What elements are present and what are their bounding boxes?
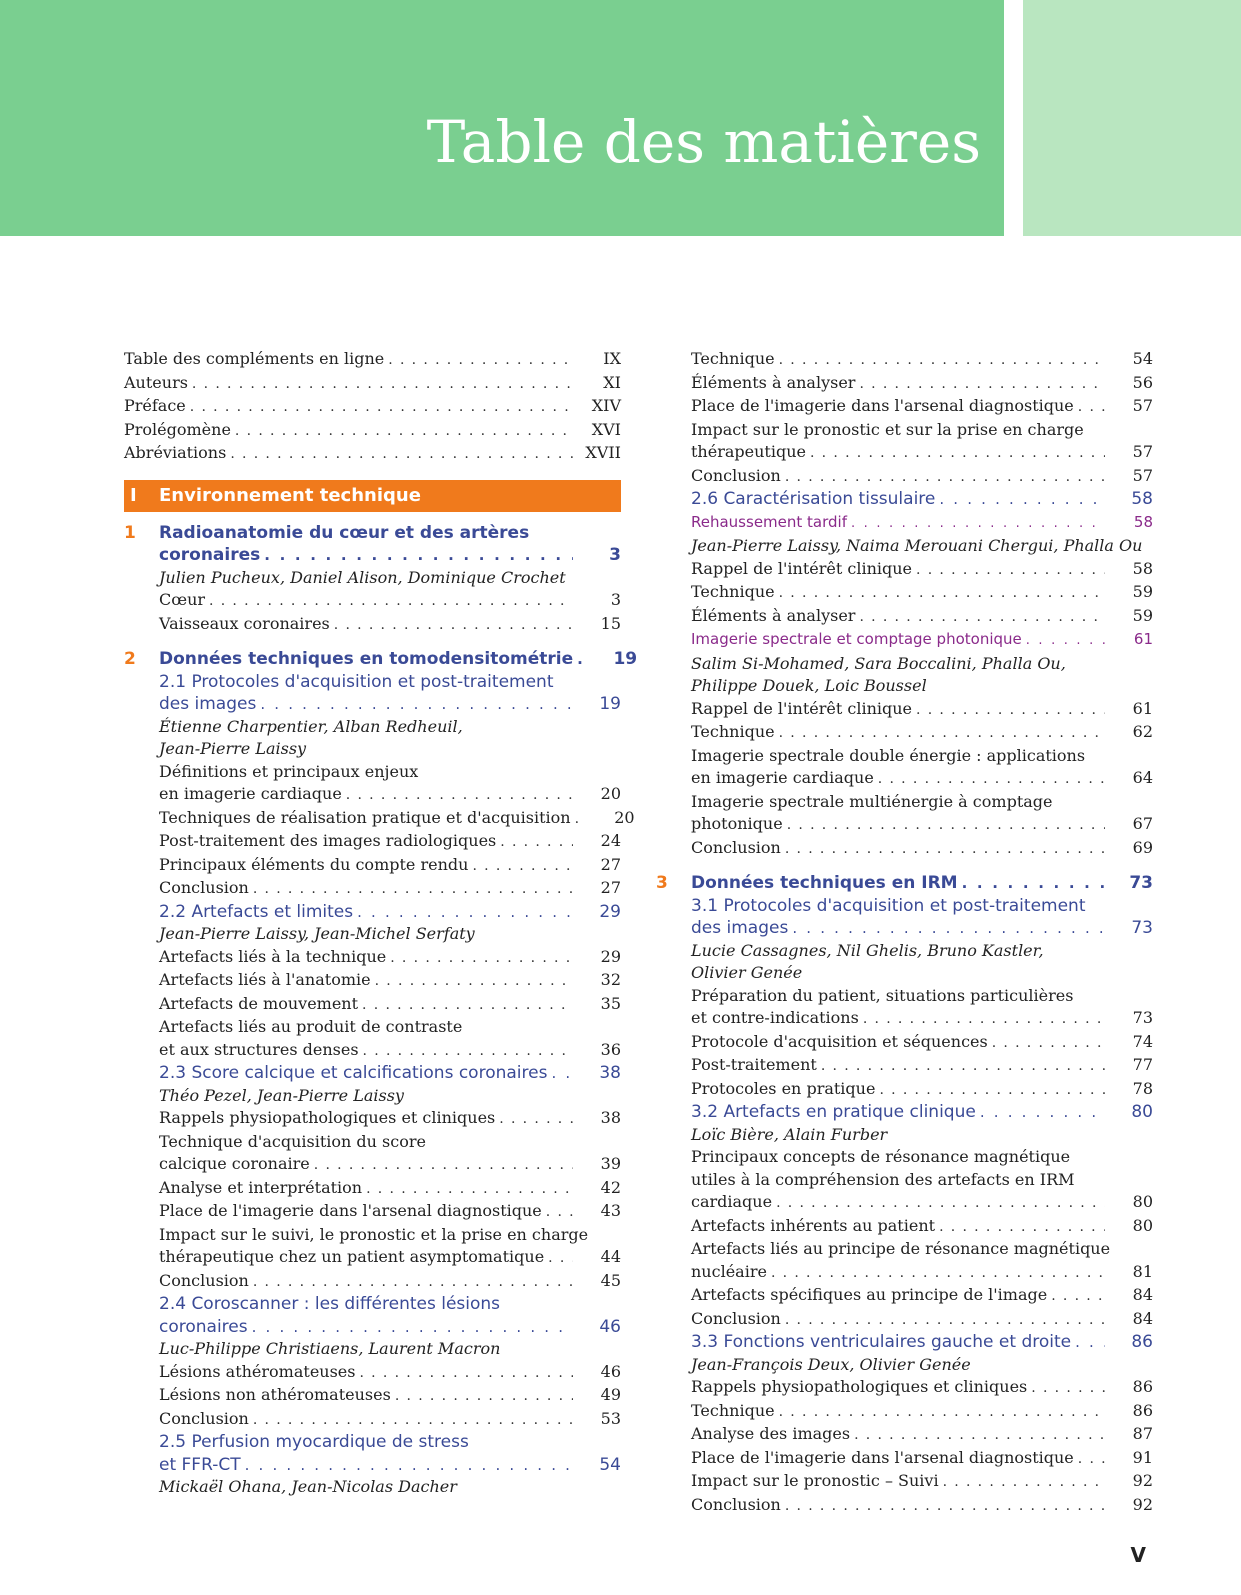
toc-entry[interactable]: Artefacts liés à la technique . . . 29 <box>124 946 621 970</box>
toc-entry[interactable]: Conclusion . . . 57 <box>656 465 1153 489</box>
header-side-band <box>1023 0 1241 236</box>
toc-entry-cont[interactable]: et aux structures denses . . . 36 <box>124 1039 621 1063</box>
authors: Olivier Genée <box>691 963 803 982</box>
toc-entry[interactable]: Place de l'imagerie dans l'arsenal diagnostique . . . 57 <box>656 395 1153 419</box>
chapter-heading[interactable]: 2 Données techniques en tomodensitométrie . . . 19 <box>124 648 621 671</box>
toc-entry[interactable]: Analyse des images . . . 87 <box>656 1423 1153 1447</box>
dot-leader <box>384 349 573 372</box>
toc-entry[interactable]: Conclusion . . . 53 <box>124 1408 621 1432</box>
toc-entry[interactable]: Lésions athéromateuses . . . 46 <box>124 1361 621 1385</box>
authors: Mickaël Ohana, Jean-Nicolas Dacher <box>159 1477 457 1496</box>
authors: Lucie Cassagnes, Nil Ghelis, Bruno Kastler, <box>691 940 1044 960</box>
entry-page: XVII <box>585 443 621 462</box>
toc-entry[interactable]: Artefacts liés à l'anatomie . . . 32 <box>124 969 621 993</box>
entry-title: Préface <box>124 396 186 415</box>
toc-entry[interactable]: Place de l'imagerie dans l'arsenal diagnostique . . . 91 <box>656 1447 1153 1471</box>
dot-leader <box>188 373 573 396</box>
toc-entry-cont[interactable]: calcique coronaire . . . 39 <box>124 1153 621 1177</box>
entry-title: Auteurs <box>124 372 188 392</box>
front-matter-list <box>124 348 621 466</box>
toc-entry-cont[interactable]: nucléaire . . . 81 <box>656 1261 1153 1285</box>
subsection-heading[interactable]: Rehaussement tardif . . . 58 <box>656 511 1153 536</box>
section-heading[interactable]: 2.1 Protocoles d'acquisition et post-traitement <box>159 671 554 692</box>
toc-entry[interactable]: Rappels physiopathologiques et cliniques . . . 86 <box>656 1376 1153 1400</box>
subsection-heading[interactable]: Imagerie spectrale et comptage photonique . . . 61 <box>656 628 1153 653</box>
toc-entry[interactable]: Lésions non athéromateuses . . . 49 <box>124 1384 621 1408</box>
toc-entry-cont[interactable]: thérapeutique . . . 57 <box>656 441 1153 465</box>
toc-entry[interactable]: Éléments à analyser . . . 56 <box>656 372 1153 396</box>
chapter-title: Radioanatomie du cœur et des artères <box>159 522 530 543</box>
toc-entry[interactable] <box>124 372 621 396</box>
toc-entry[interactable]: Technique . . . 59 <box>656 581 1153 605</box>
authors: Jean-Pierre Laissy, Jean-Michel Serfaty <box>159 924 475 943</box>
toc-entry[interactable]: Post-traitement des images radiologiques . . . 24 <box>124 830 621 854</box>
chapter-title: Données techniques en tomodensitométrie <box>159 649 574 669</box>
page-title: Table des matières <box>426 108 981 176</box>
authors: Théo Pezel, Jean-Pierre Laissy <box>159 1085 404 1105</box>
authors: Salim Si-Mohamed, Sara Boccalini, Phalla Ou, <box>691 653 1066 673</box>
toc-right-column <box>656 348 1153 1517</box>
toc-entry[interactable]: Protocoles en pratique . . . 78 <box>656 1078 1153 1102</box>
toc-entry[interactable]: Artefacts de mouvement . . . 35 <box>124 993 621 1017</box>
toc-entry[interactable]: Définitions et principaux enjeux <box>159 761 419 781</box>
toc-entry[interactable]: Artefacts liés au produit de contraste <box>159 1017 463 1036</box>
toc-entry[interactable]: Cœur . . . 3 <box>124 589 621 613</box>
section-heading[interactable]: 2.4 Coroscanner : les différentes lésions <box>159 1294 501 1314</box>
chapter-number: 1 <box>124 522 136 543</box>
authors: Julien Pucheux, Daniel Alison, Dominique Crochet <box>159 567 566 587</box>
toc-entry[interactable]: Technique . . . 54 <box>656 348 1153 372</box>
chapter-title: coronaires <box>159 545 261 565</box>
toc-entry[interactable]: Imagerie spectrale multiénergie à comptage <box>691 791 1053 811</box>
toc-entry[interactable]: Principaux éléments du compte rendu . . . 27 <box>124 854 621 878</box>
authors: Jean-Pierre Laissy <box>159 739 307 758</box>
chapter-number: 2 <box>124 649 136 669</box>
toc-left-column <box>124 348 638 1499</box>
toc-entry[interactable]: Vaisseaux coronaires . . . 15 <box>124 613 621 637</box>
toc-entry[interactable]: Place de l'imagerie dans l'arsenal diagnostique . . . 43 <box>124 1200 621 1224</box>
toc-entry-cont[interactable]: thérapeutique chez un patient asymptomatique . . . 44 <box>124 1246 621 1270</box>
section-heading-cont[interactable]: et FFR-CT . . . 54 <box>124 1454 621 1477</box>
toc-entry[interactable]: Imagerie spectrale double énergie : applications <box>691 745 1086 765</box>
toc-entry[interactable]: Post-traitement . . . 77 <box>656 1054 1153 1078</box>
section-heading[interactable]: 2.2 Artefacts et limites . . . 29 <box>124 901 621 924</box>
toc-entry[interactable] <box>124 419 621 443</box>
chapter-number: 3 <box>656 873 668 893</box>
dot-leader <box>231 420 573 443</box>
part-title: Environnement technique <box>159 485 421 506</box>
dot-leader <box>186 396 573 419</box>
toc-entry[interactable]: Techniques de réalisation pratique et d'acquisition . . . 20 <box>124 807 621 831</box>
toc-entry[interactable]: Conclusion . . . 92 <box>656 1494 1153 1518</box>
authors: Jean-François Deux, Olivier Genée <box>691 1354 971 1374</box>
chapter-heading[interactable]: 3 Données techniques en IRM . . . 73 <box>656 872 1153 895</box>
toc-entry[interactable]: Conclusion . . . 84 <box>656 1308 1153 1332</box>
entry-title: Table des compléments en ligne <box>124 349 385 368</box>
toc-entry[interactable]: Technique . . . 86 <box>656 1400 1153 1424</box>
toc-entry-cont[interactable]: en imagerie cardiaque . . . 20 <box>124 783 621 807</box>
toc-entry[interactable]: Analyse et interprétation . . . 42 <box>124 1177 621 1201</box>
entry-page: XVI <box>591 419 621 439</box>
toc-entry[interactable]: Impact sur le pronostic et sur la prise en charge <box>691 419 1084 439</box>
toc-entry[interactable]: Impact sur le pronostic – Suivi . . . 92 <box>656 1470 1153 1494</box>
toc-entry[interactable]: Rappel de l'intérêt clinique . . . 61 <box>656 698 1153 722</box>
section-heading-cont[interactable]: des images . . . 73 <box>656 917 1153 940</box>
entry-page: XI <box>603 372 621 392</box>
section-heading-cont[interactable]: des images . . . 19 <box>124 693 621 716</box>
part-number: I <box>130 485 137 506</box>
authors: Philippe Douek, Loic Boussel <box>691 676 927 695</box>
toc-entry[interactable]: Éléments à analyser . . . 59 <box>656 605 1153 629</box>
toc-entry[interactable]: Technique . . . 62 <box>656 721 1153 745</box>
toc-entry-cont[interactable]: photonique . . . 67 <box>656 813 1153 837</box>
part-heading[interactable] <box>124 480 621 512</box>
section-heading[interactable]: 2.3 Score calcique et calcifications coronaires . . . 38 <box>124 1062 621 1085</box>
authors: Luc-Philippe Christiaens, Laurent Macron <box>159 1339 501 1358</box>
toc-entry[interactable] <box>124 395 621 419</box>
page-number: V <box>1130 1543 1146 1567</box>
section-heading[interactable]: 2.6 Caractérisation tissulaire . . . 58 <box>656 488 1153 511</box>
toc-entry-cont[interactable]: en imagerie cardiaque . . . 64 <box>656 767 1153 791</box>
toc-entry-cont[interactable]: et contre-indications . . . 73 <box>656 1007 1153 1031</box>
dot-leader <box>260 544 573 567</box>
entry-title: Prolégomène <box>124 419 231 439</box>
toc-entry[interactable] <box>124 348 621 372</box>
toc-entry[interactable]: Rappel de l'intérêt clinique . . . 58 <box>656 558 1153 582</box>
chapter-heading[interactable] <box>124 522 621 545</box>
toc-entry-cont[interactable]: utiles à la compréhension des artefacts en IRM <box>691 1169 1075 1189</box>
toc-entry-cont[interactable]: cardiaque . . . 80 <box>656 1191 1153 1215</box>
toc-entry[interactable]: Principaux concepts de résonance magnétique <box>691 1147 1071 1166</box>
toc-entry[interactable]: Préparation du patient, situations particulières <box>691 985 1074 1005</box>
toc-entry[interactable]: Artefacts liés au principe de résonance magnétique <box>691 1239 1111 1258</box>
authors: Jean-Pierre Laissy, Naima Merouani Chergui, Phalla Ou <box>691 536 1143 555</box>
entry-page: XIV <box>591 396 621 415</box>
section-heading-cont[interactable]: coronaires . . . 46 <box>124 1316 621 1339</box>
authors: Loïc Bière, Alain Furber <box>691 1124 888 1144</box>
toc-entry[interactable] <box>124 442 621 466</box>
toc-entry[interactable]: Protocole d'acquisition et séquences . . . 74 <box>656 1031 1153 1055</box>
entry-page: IX <box>603 349 621 368</box>
chapter-heading-cont[interactable] <box>124 544 621 567</box>
authors: Étienne Charpentier, Alban Redheuil, <box>159 716 463 736</box>
dot-leader <box>226 443 573 466</box>
toc-entry[interactable]: Conclusion . . . 45 <box>124 1270 621 1294</box>
toc-entry[interactable]: Impact sur le suivi, le pronostic et la prise en charge <box>159 1224 589 1244</box>
entry-page: 3 <box>609 545 621 565</box>
toc-entry[interactable]: Artefacts spécifiques au principe de l'image . . . 84 <box>656 1284 1153 1308</box>
section-heading[interactable]: 2.5 Perfusion myocardique de stress <box>159 1432 469 1452</box>
section-heading[interactable]: 3.2 Artefacts en pratique clinique . . . 80 <box>656 1101 1153 1124</box>
entry-title: Abréviations <box>124 443 227 462</box>
toc-entry[interactable]: Artefacts inhérents au patient . . . 80 <box>656 1215 1153 1239</box>
chapter-title: Données techniques en IRM <box>691 873 958 893</box>
toc-entry[interactable]: Technique d'acquisition du score <box>159 1131 426 1151</box>
toc-entry[interactable]: Conclusion . . . 69 <box>656 837 1153 861</box>
section-heading[interactable]: 3.1 Protocoles d'acquisition et post-traitement <box>691 895 1086 916</box>
toc-entry[interactable]: Conclusion . . . 27 <box>124 877 621 901</box>
toc-entry[interactable]: Rappels physiopathologiques et cliniques . . . 38 <box>124 1107 621 1131</box>
section-heading[interactable]: 3.3 Fonctions ventriculaires gauche et droite . . . 86 <box>656 1331 1153 1354</box>
